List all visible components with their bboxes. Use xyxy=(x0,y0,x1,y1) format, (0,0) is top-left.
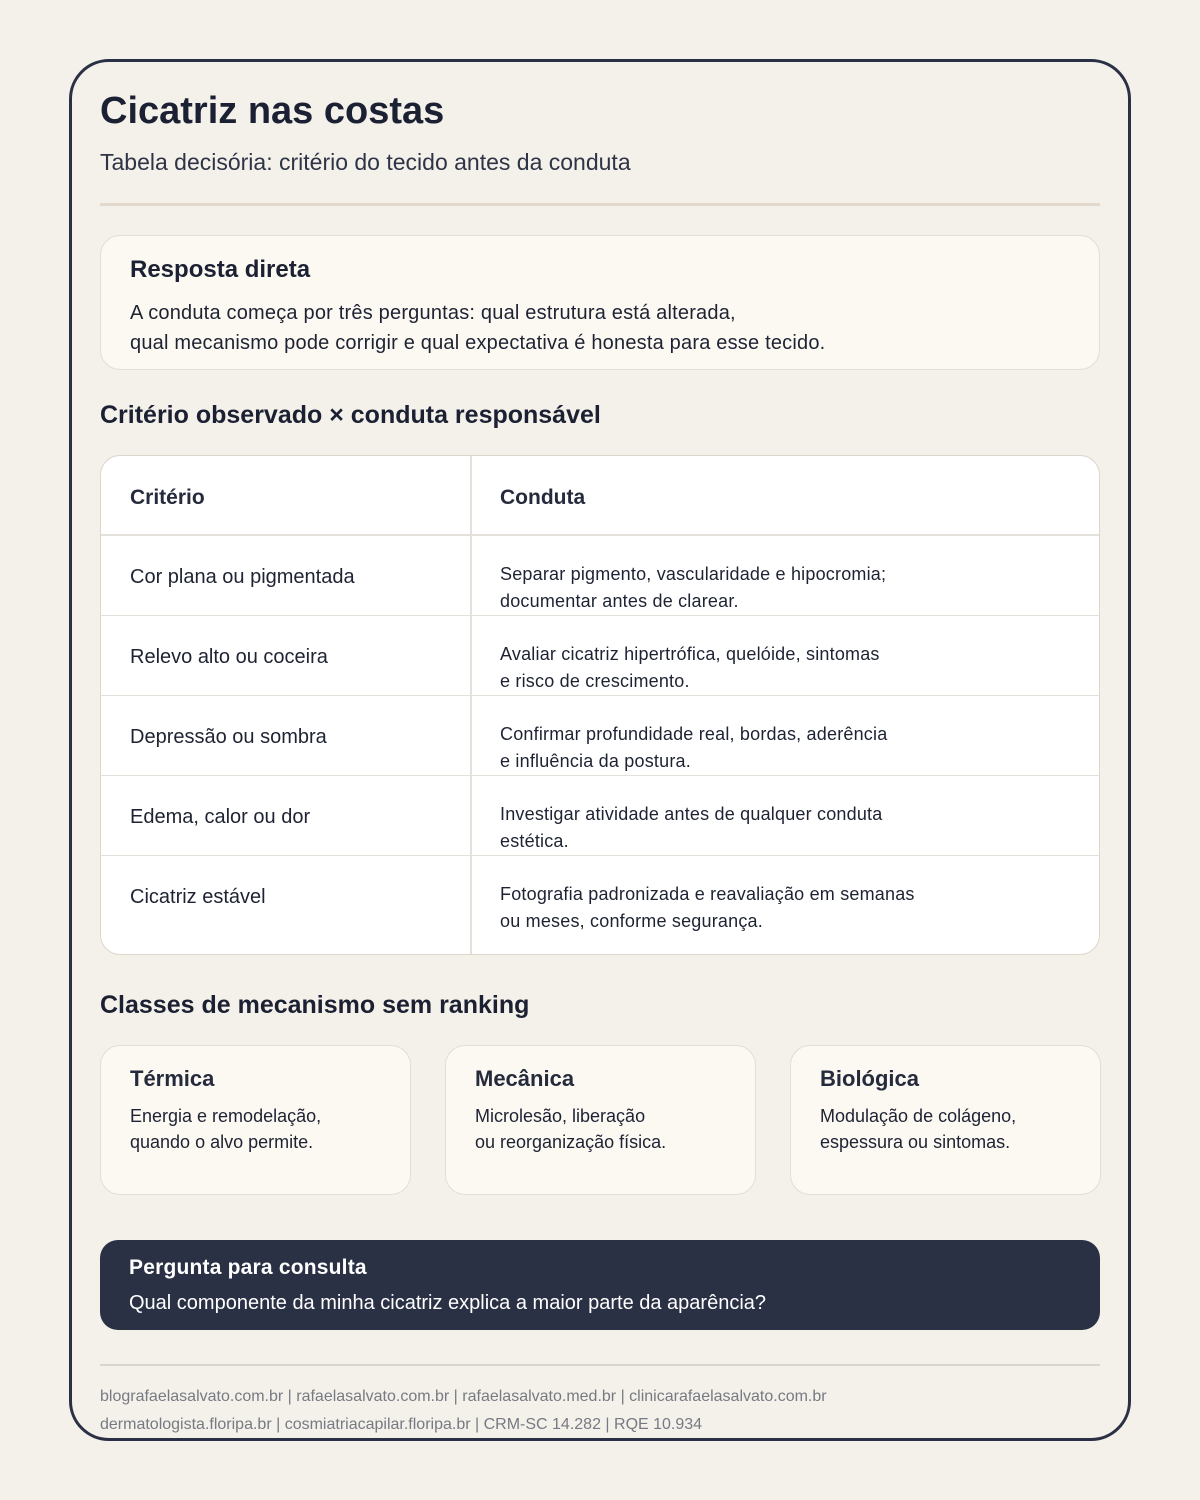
mechanism-card-termica xyxy=(100,1045,411,1195)
direct-answer-line: A conduta começa por três perguntas: qual estrutura está alterada, xyxy=(130,302,736,324)
mechanism-card-text xyxy=(130,1103,400,1155)
table-section-heading: Critério observado × conduta responsável xyxy=(100,401,601,429)
conduta-line: Confirmar profundidade real, bordas, aderência xyxy=(500,724,888,744)
consultation-question-box xyxy=(100,1240,1100,1330)
footer-line: blografaelasalvato.com.br | rafaelasalvato.com.br | rafaelasalvato.med.br | clinicarafaelasalvato.com.br xyxy=(100,1388,827,1405)
mechanism-card-title: Térmica xyxy=(130,1066,215,1091)
column-header-criterio: Critério xyxy=(130,486,205,509)
table-row xyxy=(101,856,1099,955)
table-row xyxy=(101,536,1099,616)
conduta-line: e influência da postura. xyxy=(500,751,691,771)
mechanism-card-mecanica xyxy=(445,1045,756,1195)
conduta-line: Investigar atividade antes de qualquer conduta xyxy=(500,804,883,824)
mechanism-card-line: Energia e remodelação, xyxy=(130,1106,322,1126)
mechanism-card-line: Microlesão, liberação xyxy=(475,1106,646,1126)
consultation-question-title: Pergunta para consulta xyxy=(129,1256,367,1279)
conduta-line: ou meses, conforme segurança. xyxy=(500,911,763,931)
direct-answer-line: qual mecanismo pode corrigir e qual expectativa é honesta para esse tecido. xyxy=(130,332,826,354)
conduta-cell xyxy=(500,801,980,855)
decision-table xyxy=(100,455,1100,955)
table-row xyxy=(101,696,1099,776)
conduta-line: Fotografia padronizada e reavaliação em semanas xyxy=(500,884,915,904)
mechanism-card-line: quando o alvo permite. xyxy=(130,1132,314,1152)
mechanism-card-title: Mecânica xyxy=(475,1066,575,1091)
conduta-cell xyxy=(500,881,980,935)
conduta-cell xyxy=(500,561,980,615)
mechanism-section-heading: Classes de mecanismo sem ranking xyxy=(100,991,530,1019)
table-row xyxy=(101,776,1099,856)
conduta-line: Separar pigmento, vascularidade e hipocromia; xyxy=(500,564,887,584)
criterio-cell: Cor plana ou pigmentada xyxy=(130,566,355,588)
direct-answer-box xyxy=(100,235,1100,370)
footer-divider xyxy=(100,1364,1100,1366)
mechanism-card-line: Modulação de colágeno, xyxy=(820,1106,1017,1126)
conduta-line: documentar antes de clarear. xyxy=(500,591,739,611)
footer-line: dermatologista.floripa.br | cosmiatriacapilar.floripa.br | CRM-SC 14.282 | RQE 10.934 xyxy=(100,1416,703,1433)
mechanism-card-text xyxy=(820,1103,1090,1155)
column-header-conduta: Conduta xyxy=(500,486,586,509)
conduta-line: Avaliar cicatriz hipertrófica, quelóide, sintomas xyxy=(500,644,880,664)
criterio-cell: Cicatriz estável xyxy=(130,886,266,908)
criterio-cell: Relevo alto ou coceira xyxy=(130,646,328,668)
conduta-line: e risco de crescimento. xyxy=(500,671,690,691)
consultation-question-text: Qual componente da minha cicatriz explica a maior parte da aparência? xyxy=(129,1292,767,1314)
criterio-cell: Depressão ou sombra xyxy=(130,726,327,748)
criterio-cell: Edema, calor ou dor xyxy=(130,806,311,828)
mechanism-card-biologica xyxy=(790,1045,1101,1195)
mechanism-card-line: ou reorganização física. xyxy=(475,1132,667,1152)
mechanism-card-line: espessura ou sintomas. xyxy=(820,1132,1011,1152)
footer xyxy=(100,1383,827,1439)
header-divider xyxy=(100,203,1100,206)
mechanism-card-title: Biológica xyxy=(820,1066,920,1091)
conduta-cell xyxy=(500,641,980,695)
table-row xyxy=(101,616,1099,696)
direct-answer-text xyxy=(130,298,825,358)
conduta-cell xyxy=(500,721,980,775)
direct-answer-title: Resposta direta xyxy=(130,256,311,283)
table-header-row xyxy=(101,456,1099,536)
page-title: Cicatriz nas costas xyxy=(100,90,445,132)
mechanism-card-text xyxy=(475,1103,745,1155)
conduta-line: estética. xyxy=(500,831,569,851)
page-subtitle: Tabela decisória: critério do tecido antes da conduta xyxy=(100,149,631,175)
